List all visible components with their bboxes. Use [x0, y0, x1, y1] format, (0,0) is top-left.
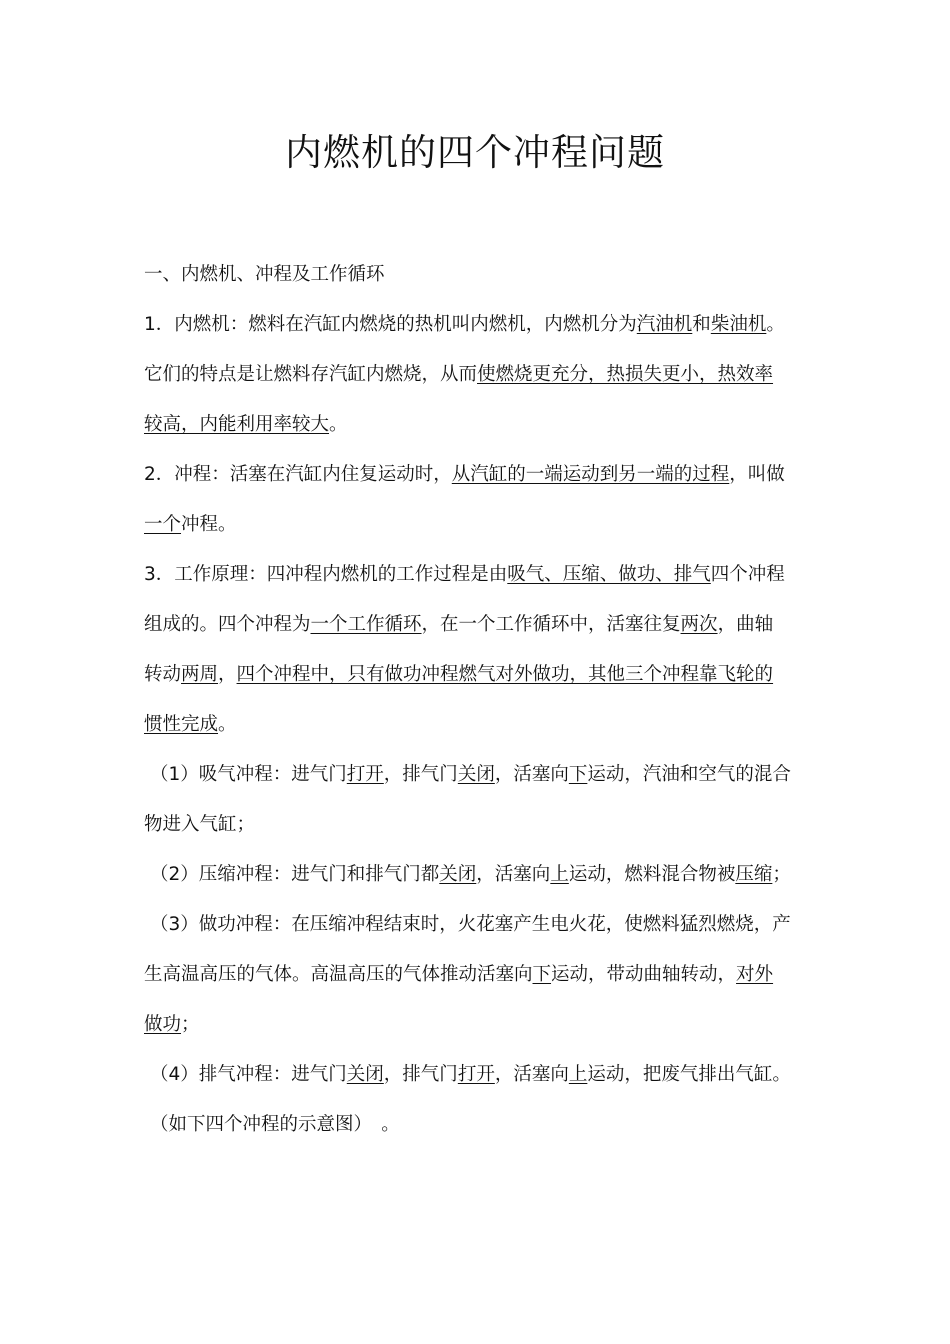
underlined-term: 上	[550, 864, 569, 885]
text-run: ；	[181, 1014, 200, 1035]
underlined-term: 打开	[346, 764, 384, 785]
paragraph-1-line-1	[144, 312, 785, 338]
section-heading: 一、内燃机、冲程及工作循环	[144, 264, 385, 285]
text-run: ，活塞向	[476, 864, 551, 885]
compression-stroke-line-1	[150, 862, 791, 888]
power-stroke-line-3	[144, 1012, 200, 1038]
text-run: 。	[766, 314, 785, 335]
underlined-term: 压缩	[735, 864, 773, 885]
text-run: ，叫做	[729, 464, 785, 485]
underlined-term: 惯性完成	[144, 714, 219, 735]
text-run: （3）做功冲程：在压缩冲程结束时，火花塞产生电火花，使燃料猛烈燃烧，产	[150, 914, 791, 935]
text-run: 3．工作原理：四冲程内燃机的工作过程是由	[144, 564, 508, 585]
underlined-term: 关闭	[346, 1064, 384, 1085]
underlined-term: 下	[532, 964, 552, 985]
underlined-term: 柴油机	[710, 314, 767, 335]
text-run: ，活塞向	[494, 764, 569, 785]
text-run: 生高温高压的气体。高温高压的气体推动活塞向	[144, 964, 533, 985]
underlined-term: 打开	[457, 1064, 495, 1085]
text-run: ，	[218, 664, 237, 685]
text-run: 运动，带动曲轴转动，	[551, 964, 737, 985]
paragraph-2-line-1	[144, 462, 785, 488]
power-stroke-line-1	[150, 912, 791, 938]
underlined-term: 较高，内能利用率较大	[144, 414, 330, 435]
underlined-term: 对外	[736, 964, 774, 985]
text-run: ，排气门	[383, 1064, 458, 1085]
underlined-term: 使燃烧更充分，热损失更小，热效率	[477, 364, 774, 385]
power-stroke-line-2	[144, 962, 773, 988]
underlined-term: 一个工作循环	[310, 614, 422, 635]
paragraph-2-line-2	[144, 512, 237, 538]
underlined-term: 两周	[181, 664, 219, 685]
paragraph-3-line-3	[144, 662, 773, 688]
text-run: ，曲轴	[717, 614, 774, 635]
text-run: 它们的特点是让燃料存汽缸内燃烧，从而	[144, 364, 478, 385]
underlined-term: 关闭	[439, 864, 477, 885]
paragraph-3-line-4	[144, 712, 237, 738]
underlined-term: 上	[568, 1064, 588, 1085]
intake-stroke-line-2	[144, 812, 255, 838]
text-run: （4）排气冲程：进气门	[150, 1064, 347, 1085]
text-run: 冲程。	[181, 514, 237, 535]
text-run: 1．内燃机：燃料在汽缸内燃烧的热机叫内燃机，内燃机分为	[144, 314, 637, 335]
text-run: 。	[329, 414, 348, 435]
text-run: 运动，把废气排出气缸。	[587, 1064, 791, 1085]
text-run: 物进入气缸；	[144, 814, 256, 835]
intake-stroke-line-1	[150, 762, 791, 788]
text-run: （如下四个冲程的示意图） 。	[150, 1114, 400, 1135]
text-run: 运动，燃料混合物被	[568, 864, 736, 885]
underlined-term: 下	[568, 764, 588, 785]
page-title: 内燃机的四个冲程问题	[285, 131, 665, 174]
underlined-term: 吸气、压缩、做功、排气	[507, 564, 711, 585]
underlined-term: 汽油机	[636, 314, 693, 335]
underlined-term: 关闭	[457, 764, 495, 785]
text-run: 运动，汽油和空气的混合	[587, 764, 791, 785]
text-run: （2）压缩冲程：进气门和排气门都	[150, 864, 440, 885]
exhaust-stroke-line-1	[150, 1062, 791, 1088]
underlined-term: 四个冲程中，只有做功冲程燃气对外做功，其他三个冲程靠飞轮的	[236, 664, 774, 685]
text-run: 组成的。四个冲程为	[144, 614, 311, 635]
text-run: 四个冲程	[710, 564, 785, 585]
paragraph-1-line-3	[144, 412, 348, 438]
underlined-term: 一个	[144, 514, 182, 535]
text-run: 转动	[144, 664, 182, 685]
underlined-term: 两次	[680, 614, 718, 635]
text-run: ，在一个工作循环中，活塞往复	[421, 614, 681, 635]
text-run: 和	[692, 314, 711, 335]
diagram-note	[150, 1112, 400, 1138]
text-run: 2．冲程：活塞在汽缸内住复运动时，	[144, 464, 452, 485]
text-run: ，排气门	[383, 764, 458, 785]
text-run: ，活塞向	[494, 1064, 569, 1085]
paragraph-3-line-1	[144, 562, 785, 588]
underlined-term: 从汽缸的一端运动到另一端的过程	[451, 464, 730, 485]
paragraph-1-line-2	[144, 362, 773, 388]
text-run: 。	[218, 714, 237, 735]
text-run: ；	[772, 864, 791, 885]
text-run: （1）吸气冲程：进气门	[150, 764, 347, 785]
paragraph-3-line-2	[144, 612, 773, 638]
underlined-term: 做功	[144, 1014, 182, 1035]
